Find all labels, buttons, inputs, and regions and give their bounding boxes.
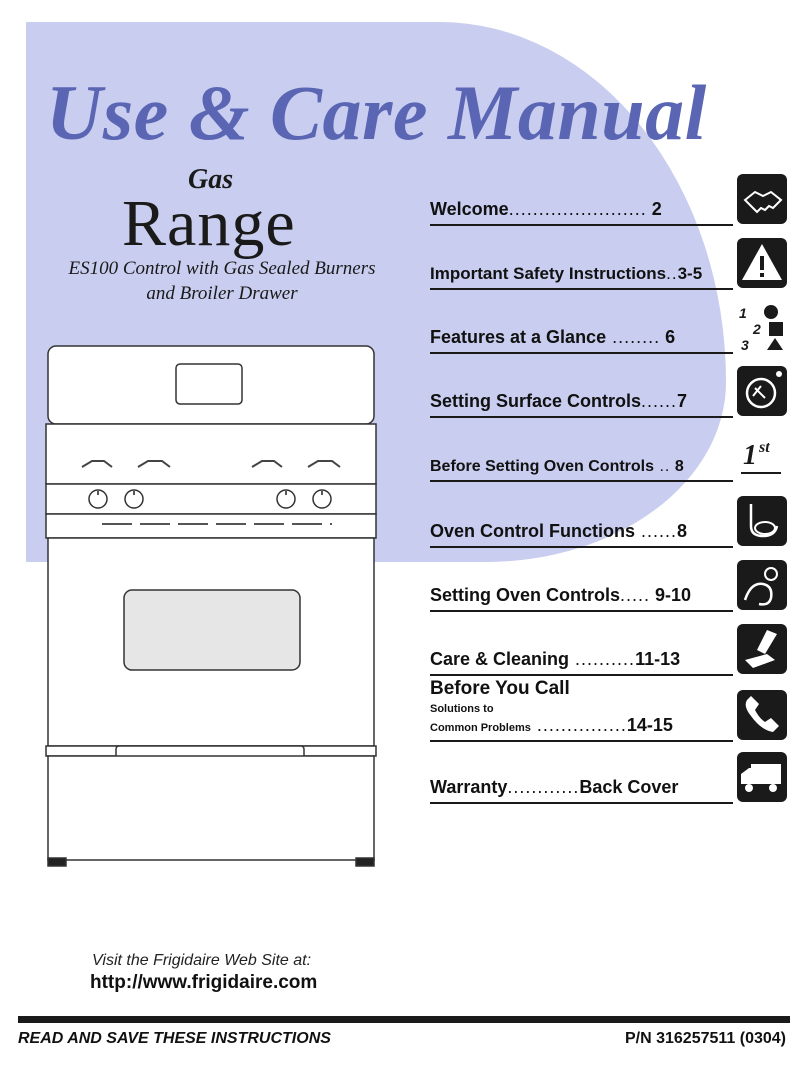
toc-label: Before You Call bbox=[430, 678, 570, 699]
toc-item-surface-controls[interactable]: Setting Surface Controls......7 bbox=[430, 354, 790, 418]
burner-hand-icon bbox=[737, 366, 787, 416]
first-icon bbox=[737, 430, 787, 480]
toc-item-before-oven[interactable]: Before Setting Oven Controls .. 8 1 st bbox=[430, 418, 790, 482]
product-subtitle-line1: ES100 Control with Gas Sealed Burners bbox=[68, 258, 376, 279]
range-illustration bbox=[42, 342, 380, 868]
svg-text:1: 1 bbox=[739, 305, 747, 321]
toc-page: 2 bbox=[646, 199, 662, 219]
svg-text:3: 3 bbox=[741, 337, 749, 352]
toc-item-oven-functions[interactable]: Oven Control Functions ......8 bbox=[430, 484, 790, 548]
svg-text:2: 2 bbox=[753, 321, 761, 337]
svg-text:st: st bbox=[759, 439, 770, 456]
part-number: P/N 316257511 (0304) bbox=[624, 1030, 786, 1047]
product-subtitle-line2: and Broiler Drawer bbox=[146, 283, 298, 304]
toc-item-care-cleaning[interactable]: Care & Cleaning ..........11-13 bbox=[430, 612, 790, 676]
svg-text:1: 1 bbox=[743, 440, 757, 471]
product-type: Gas bbox=[188, 164, 234, 195]
numbered-shapes-icon bbox=[737, 302, 787, 352]
website-intro: Visit the Frigidaire Web Site at: bbox=[92, 952, 312, 969]
footer-divider bbox=[18, 1016, 790, 1023]
product-name: Range bbox=[122, 187, 296, 260]
hand-knob-icon bbox=[737, 560, 787, 610]
toc-item-features[interactable]: Features at a Glance ........ 6 1 2 3 bbox=[430, 290, 790, 354]
warning-icon bbox=[737, 238, 787, 288]
service-truck-icon bbox=[737, 752, 787, 802]
footer-notice: READ AND SAVE THESE INSTRUCTIONS bbox=[18, 1030, 331, 1047]
manual-title: Use & Care Manual bbox=[46, 69, 707, 156]
cleaning-icon bbox=[737, 624, 787, 674]
toc-label: Welcome bbox=[430, 199, 509, 219]
toc-item-warranty[interactable]: Warranty............Back Cover bbox=[430, 740, 790, 804]
handshake-icon bbox=[737, 174, 787, 224]
toc-item-welcome[interactable]: Welcome....................... 2 bbox=[430, 162, 790, 226]
phone-icon bbox=[737, 690, 787, 740]
website-url[interactable]: http://www.frigidaire.com bbox=[90, 972, 318, 993]
finger-press-icon bbox=[737, 496, 787, 546]
toc-item-safety[interactable]: Important Safety Instructions..3-5 bbox=[430, 226, 790, 290]
toc-item-setting-oven[interactable]: Setting Oven Controls..... 9-10 bbox=[430, 548, 790, 612]
toc-item-before-you-call[interactable]: Before You Call Solutions to Common Problems ...............14-15 bbox=[430, 672, 790, 742]
